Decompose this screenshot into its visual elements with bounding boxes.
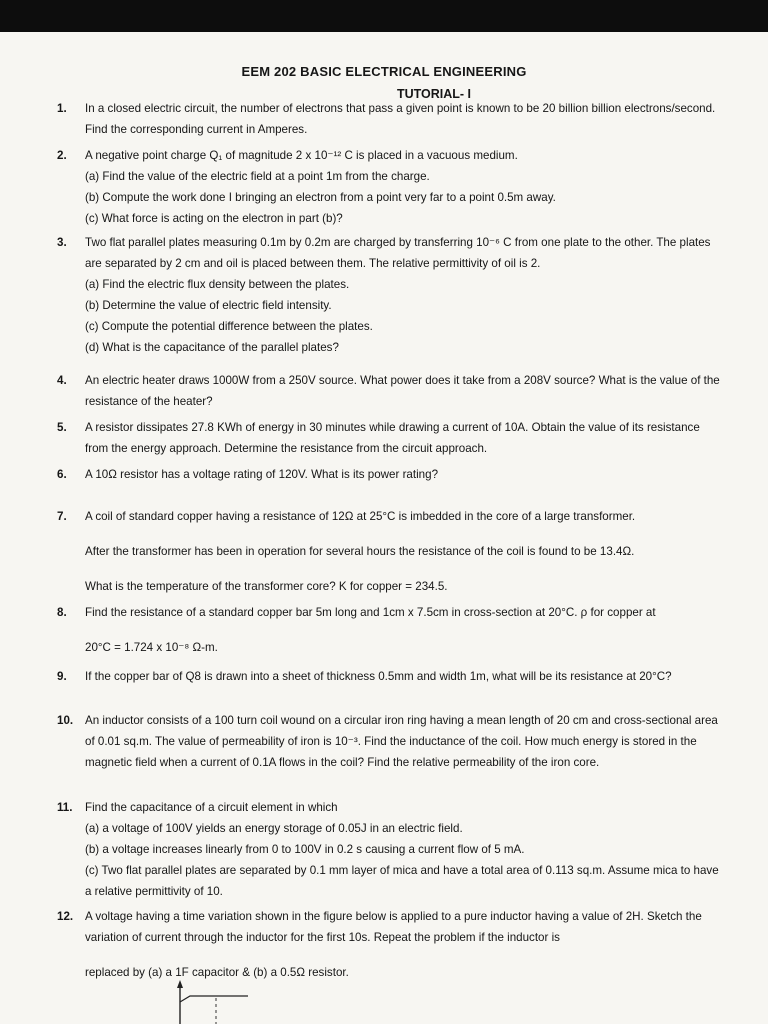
question-11 bbox=[57, 797, 722, 902]
question-number: 8. bbox=[57, 606, 67, 619]
question-number: 12. bbox=[57, 910, 74, 923]
question-part-b: (b) Compute the work done I bringing an electron from a point very far to a point 0.5m away. bbox=[85, 191, 556, 204]
question-part-d: (d) What is the capacitance of the parallel plates? bbox=[85, 341, 339, 354]
question-number: 6. bbox=[57, 468, 67, 481]
figure-waveform bbox=[180, 996, 248, 1002]
question-text: An electric heater draws 1000W from a 250V source. What power does it take from a 208V source? What is the value of the resistance of the heater? bbox=[85, 374, 720, 408]
question-text-continued: replaced by (a) a 1F capacitor & (b) a 0.5Ω resistor. bbox=[85, 966, 349, 979]
course-title: EEM 202 BASIC ELECTRICAL ENGINEERING bbox=[241, 64, 527, 79]
question-number: 7. bbox=[57, 510, 67, 523]
question-text: If the copper bar of Q8 is drawn into a sheet of thickness 0.5mm and width 1m, what will be its resistance at 20°C? bbox=[85, 670, 672, 683]
question-5 bbox=[57, 417, 722, 459]
question-text: A 10Ω resistor has a voltage rating of 120V. What is its power rating? bbox=[85, 468, 439, 481]
question-text: A coil of standard copper having a resistance of 12Ω at 25°C is imbedded in the core of a large transformer. bbox=[85, 510, 636, 523]
question-number: 9. bbox=[57, 670, 67, 683]
question-part-c: (c) Two flat parallel plates are separated by 0.1 mm layer of mica and have a total area of 0.113 sq.m. Assume mica to have a relative permittivity of 10. bbox=[85, 864, 719, 898]
question-part-a: (a) Find the value of the electric field at a point 1m from the charge. bbox=[85, 170, 430, 183]
question-text: In a closed electric circuit, the number of electrons that pass a given point is known to be 20 billion billion electrons/second. Find the corresponding current in Amperes. bbox=[85, 102, 716, 136]
question-1 bbox=[57, 98, 722, 140]
question-text: Find the resistance of a standard copper bar 5m long and 1cm x 7.5cm in cross-section at 20°C. ρ for copper at bbox=[85, 606, 656, 619]
question-number: 5. bbox=[57, 421, 67, 434]
question-text-continued: After the transformer has been in operation for several hours the resistance of the coil is found to be 13.4Ω. bbox=[85, 545, 635, 558]
question-12 bbox=[57, 906, 722, 983]
document-header bbox=[0, 64, 768, 101]
question-part-b: (b) a voltage increases linearly from 0 to 100V in 0.2 s causing a current flow of 5 mA. bbox=[85, 843, 525, 856]
question-number: 4. bbox=[57, 374, 67, 387]
question-number: 11. bbox=[57, 801, 73, 814]
question-text: A resistor dissipates 27.8 KWh of energy in 30 minutes while drawing a current of 10A. Obtain the value of its resistance from the energy approach. Determine the resistance from the circuit approach. bbox=[85, 421, 700, 455]
voltage-time-figure bbox=[160, 978, 280, 1024]
question-number: 10. bbox=[57, 714, 74, 727]
tutorial-title: TUTORIAL- I bbox=[396, 87, 472, 101]
question-text: A negative point charge Q₁ of magnitude 2 x 10⁻¹² C is placed in a vacuous medium. bbox=[85, 149, 518, 162]
question-6 bbox=[57, 464, 722, 485]
question-8 bbox=[57, 602, 722, 658]
question-text: Find the capacitance of a circuit element in which bbox=[85, 801, 338, 814]
question-7 bbox=[57, 506, 722, 597]
question-10 bbox=[57, 710, 722, 773]
question-text-continued: 20°C = 1.724 x 10⁻⁸ Ω-m. bbox=[85, 641, 218, 654]
question-text: An inductor consists of a 100 turn coil wound on a circular iron ring having a mean length of 20 cm and cross-sectional area of 0.01 sq.m. The value of permeability of iron is 10⁻³. Find the inductance of the coil. How much energy is stored in the magnetic field when a current of 0.1A flows in the coil? Find the relative permeability of the iron core. bbox=[85, 714, 718, 769]
question-number: 2. bbox=[57, 149, 67, 162]
top-dark-band bbox=[0, 0, 768, 32]
question-number: 3. bbox=[57, 236, 67, 249]
question-part-b: (b) Determine the value of electric field intensity. bbox=[85, 299, 332, 312]
question-9 bbox=[57, 666, 722, 687]
question-3 bbox=[57, 232, 722, 358]
question-number: 1. bbox=[57, 102, 67, 115]
question-4 bbox=[57, 370, 722, 412]
question-part-a: (a) Find the electric flux density between the plates. bbox=[85, 278, 350, 291]
question-part-a: (a) a voltage of 100V yields an energy storage of 0.05J in an electric field. bbox=[85, 822, 463, 835]
question-part-c: (c) What force is acting on the electron in part (b)? bbox=[85, 212, 343, 225]
question-text: A voltage having a time variation shown in the figure below is applied to a pure inductor having a value of 2H. Sketch the variation of current through the inductor for the first 10s. Repeat the problem if the inductor is bbox=[85, 910, 702, 944]
question-part-c: (c) Compute the potential difference between the plates. bbox=[85, 320, 373, 333]
question-2 bbox=[57, 145, 722, 229]
question-text-continued: What is the temperature of the transformer core? K for copper = 234.5. bbox=[85, 580, 448, 593]
question-text: Two flat parallel plates measuring 0.1m by 0.2m are charged by transferring 10⁻⁶ C from one plate to the other. The plates are separated by 2 cm and oil is placed between them. The relative permittivity of oil is 2. bbox=[85, 236, 711, 270]
